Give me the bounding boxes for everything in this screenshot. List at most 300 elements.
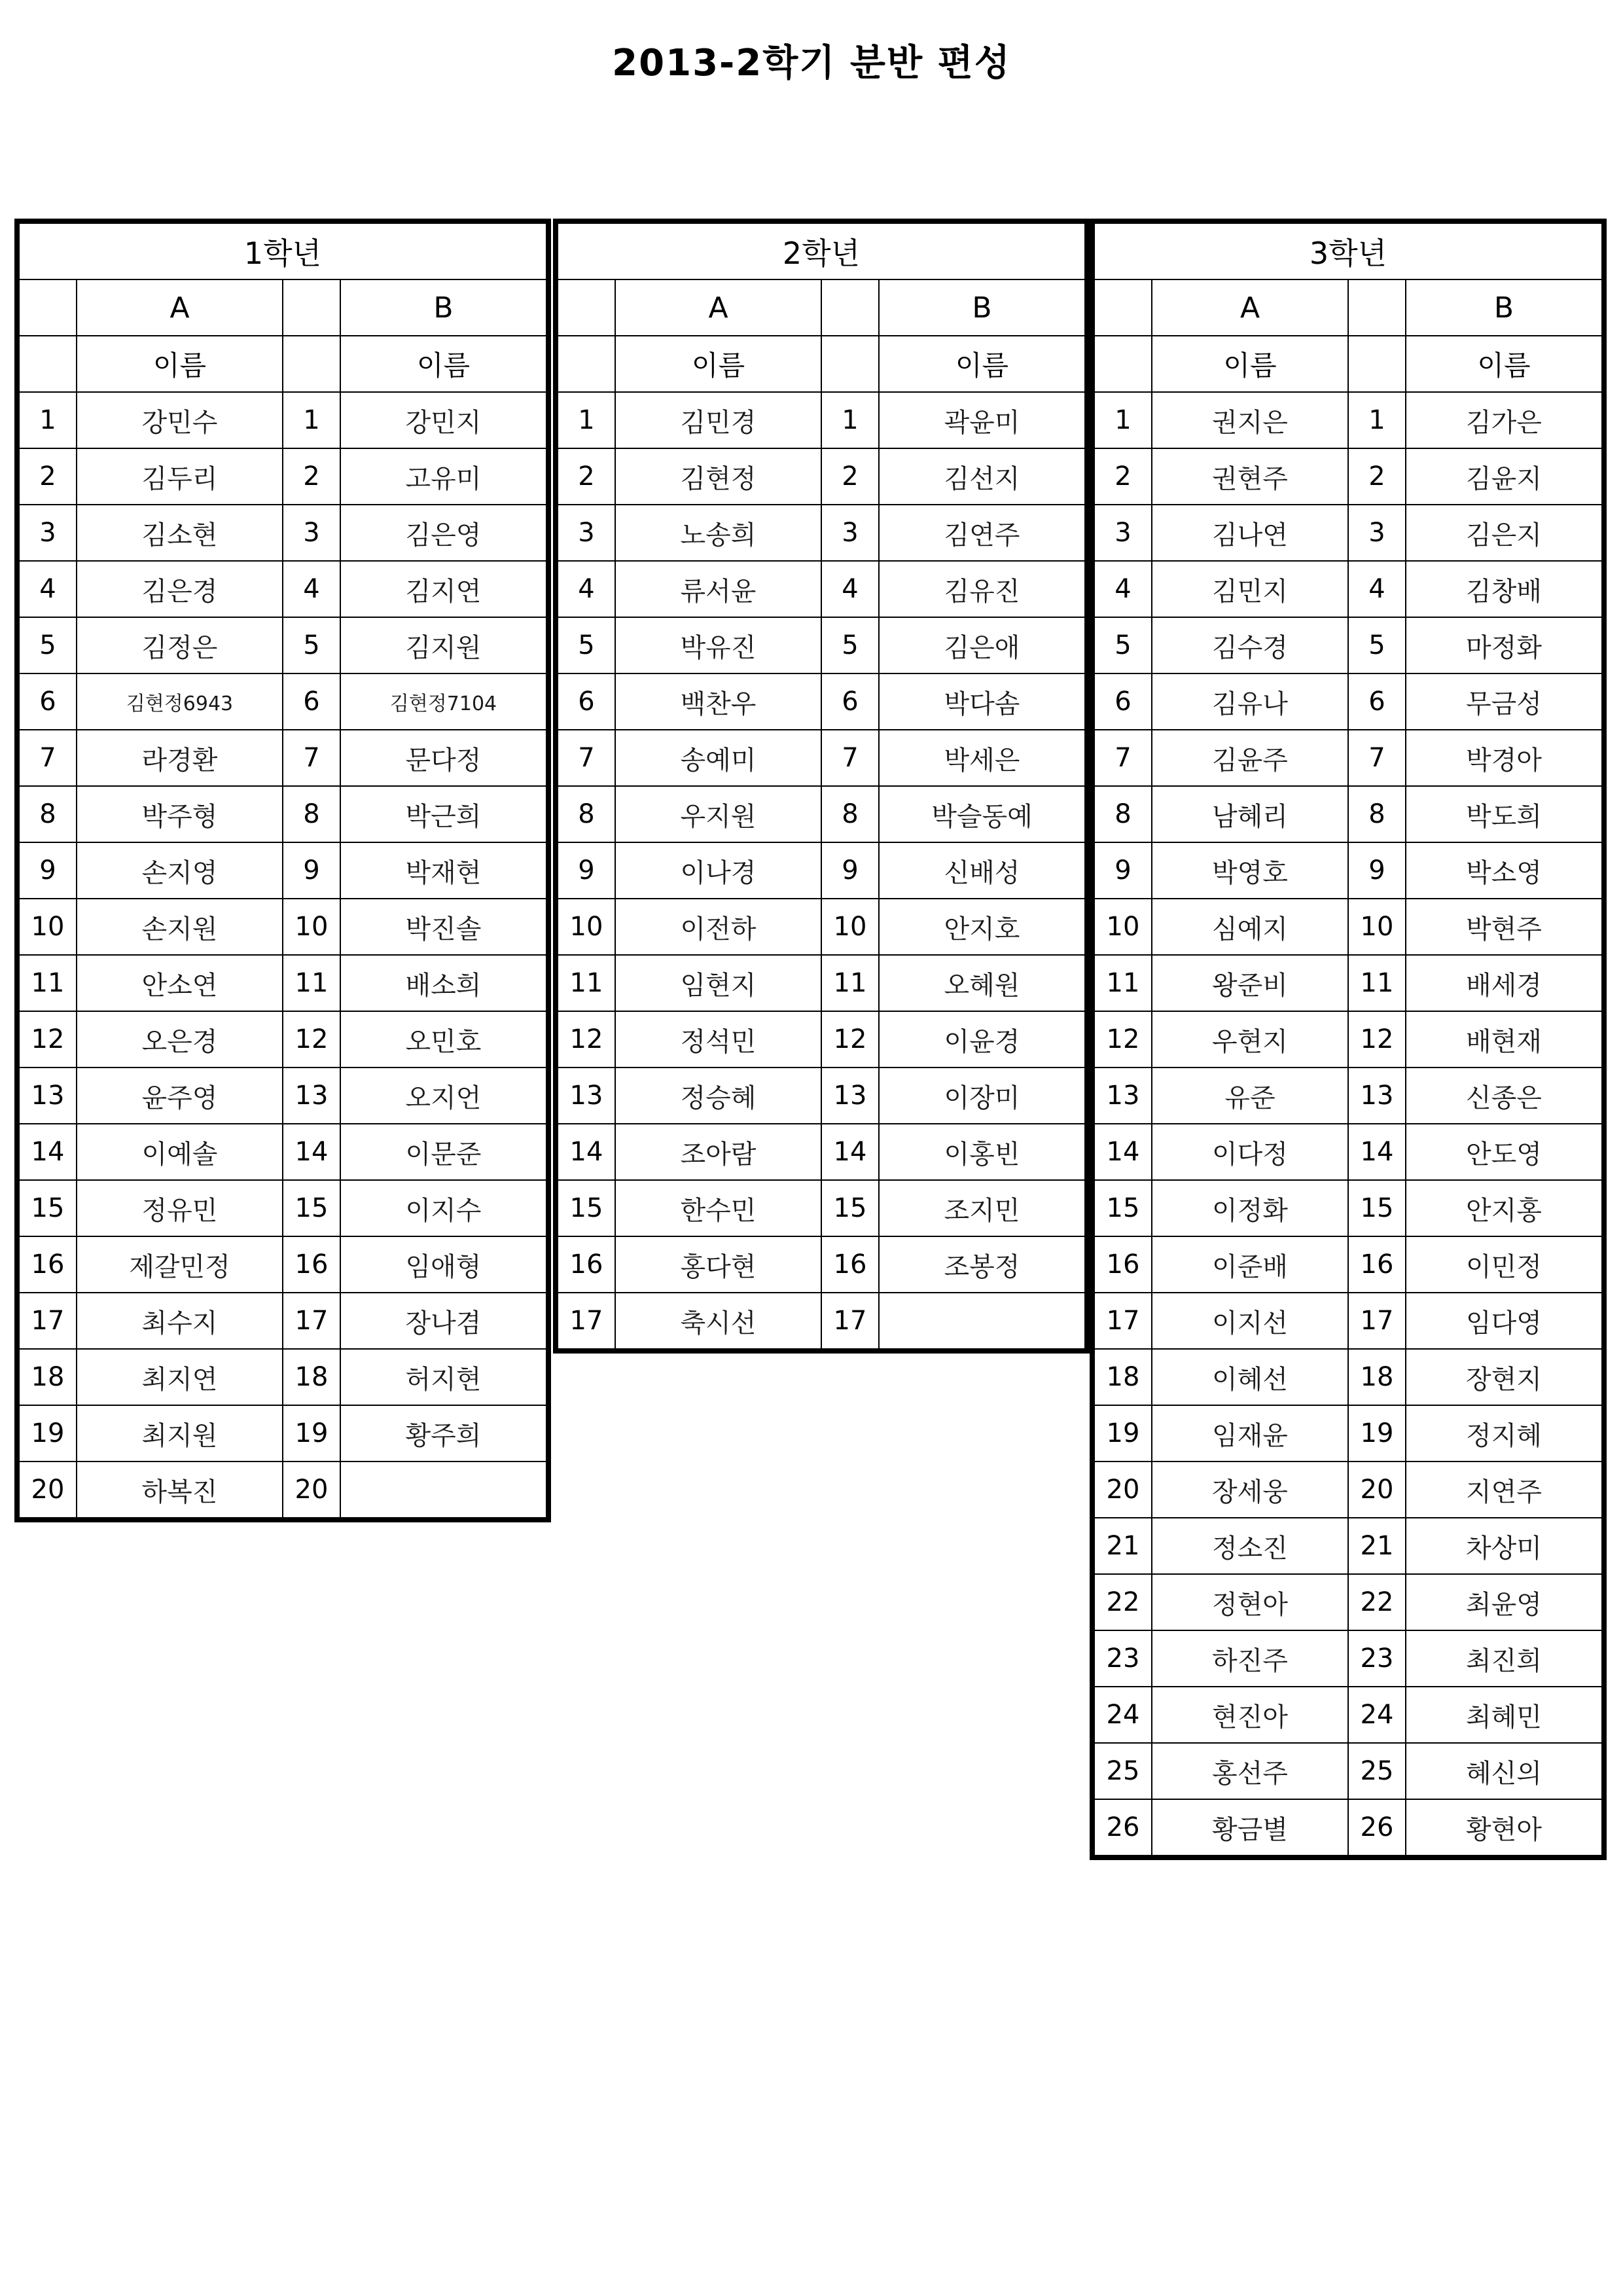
table-row <box>1094 899 1602 955</box>
table-row <box>558 1236 1085 1293</box>
student-name-a: 한수민 <box>615 1180 821 1236</box>
name-label-b: 이름 <box>1406 336 1602 392</box>
class-a-header: A <box>615 279 821 336</box>
row-number-b: 15 <box>1348 1180 1406 1236</box>
row-number-a: 7 <box>1094 730 1152 786</box>
table-row <box>19 392 546 448</box>
corner-cell <box>1348 279 1406 336</box>
student-name-b: 김유진 <box>879 561 1085 617</box>
row-number-b: 1 <box>821 392 879 448</box>
row-number-a: 26 <box>1094 1799 1152 1856</box>
student-name-a: 박유진 <box>615 617 821 673</box>
row-number-a: 18 <box>19 1349 77 1405</box>
table-row <box>19 786 546 842</box>
grade-table-3 <box>1094 223 1603 1856</box>
row-number-a: 10 <box>19 899 77 955</box>
table-row <box>1094 1011 1602 1067</box>
row-number-a: 17 <box>558 1293 615 1349</box>
table-row <box>558 730 1085 786</box>
table-row <box>19 1462 546 1518</box>
column-label-row <box>558 336 1085 392</box>
row-number-b: 9 <box>283 842 340 899</box>
table-row <box>558 1293 1085 1349</box>
row-number-b: 2 <box>821 448 879 505</box>
row-number-a: 11 <box>1094 955 1152 1011</box>
sheet-area <box>0 93 1623 1860</box>
student-name-a: 박주형 <box>77 786 283 842</box>
table-row <box>19 1349 546 1405</box>
row-number-b: 4 <box>283 561 340 617</box>
row-number-b: 1 <box>1348 392 1406 448</box>
student-name-b: 마정화 <box>1406 617 1602 673</box>
row-number-b: 7 <box>283 730 340 786</box>
student-name-a: 김민경 <box>615 392 821 448</box>
row-number-a: 6 <box>19 673 77 730</box>
student-name-a: 임재윤 <box>1152 1405 1348 1462</box>
row-number-a: 13 <box>558 1067 615 1124</box>
row-number-a: 8 <box>558 786 615 842</box>
student-name-b: 박근희 <box>340 786 546 842</box>
row-number-a: 16 <box>19 1236 77 1293</box>
student-name-a: 이준배 <box>1152 1236 1348 1293</box>
student-name-b: 박경아 <box>1406 730 1602 786</box>
student-name-a: 정승혜 <box>615 1067 821 1124</box>
row-number-a: 5 <box>1094 617 1152 673</box>
row-number-a: 8 <box>1094 786 1152 842</box>
student-name-b: 이민정 <box>1406 1236 1602 1293</box>
row-number-a: 2 <box>1094 448 1152 505</box>
table-row <box>19 1236 546 1293</box>
student-name-a: 축시선 <box>615 1293 821 1349</box>
table-row <box>558 955 1085 1011</box>
row-number-a: 14 <box>1094 1124 1152 1180</box>
student-name-b: 배현재 <box>1406 1011 1602 1067</box>
student-name-a: 이지선 <box>1152 1293 1348 1349</box>
student-name-a: 왕준비 <box>1152 955 1348 1011</box>
class-header-row <box>1094 279 1602 336</box>
class-a-header: A <box>77 279 283 336</box>
row-number-a: 9 <box>558 842 615 899</box>
student-name-b: 허지현 <box>340 1349 546 1405</box>
corner-cell <box>821 336 879 392</box>
student-name-a: 남혜리 <box>1152 786 1348 842</box>
row-number-a: 10 <box>1094 899 1152 955</box>
student-name-a: 이혜선 <box>1152 1349 1348 1405</box>
table-row <box>19 1067 546 1124</box>
grade-2-body <box>558 223 1085 1349</box>
student-name-b: 박현주 <box>1406 899 1602 955</box>
table-row <box>1094 1630 1602 1687</box>
grade-block-2 <box>553 219 1090 1354</box>
table-row <box>19 1293 546 1349</box>
student-name-b: 안지호 <box>879 899 1085 955</box>
table-row <box>19 1405 546 1462</box>
row-number-a: 16 <box>558 1236 615 1293</box>
student-name-b: 신배성 <box>879 842 1085 899</box>
student-name-a: 유준 <box>1152 1067 1348 1124</box>
row-number-b: 4 <box>1348 561 1406 617</box>
row-number-a: 4 <box>558 561 615 617</box>
student-name-b: 최혜민 <box>1406 1687 1602 1743</box>
student-name-b: 박슬동예 <box>879 786 1085 842</box>
row-number-b: 18 <box>283 1349 340 1405</box>
student-name-b: 김현정7104 <box>340 673 546 730</box>
row-number-a: 4 <box>19 561 77 617</box>
corner-cell <box>283 336 340 392</box>
row-number-b: 9 <box>1348 842 1406 899</box>
corner-cell <box>19 279 77 336</box>
row-number-a: 6 <box>558 673 615 730</box>
row-number-a: 11 <box>558 955 615 1011</box>
row-number-b: 15 <box>283 1180 340 1236</box>
student-name-b: 오혜원 <box>879 955 1085 1011</box>
row-number-b: 12 <box>1348 1011 1406 1067</box>
student-name-b: 박다솜 <box>879 673 1085 730</box>
table-row <box>1094 392 1602 448</box>
row-number-b: 14 <box>1348 1124 1406 1180</box>
student-name-b: 김창배 <box>1406 561 1602 617</box>
student-name-b: 박세은 <box>879 730 1085 786</box>
class-header-row <box>19 279 546 336</box>
table-row <box>1094 1293 1602 1349</box>
student-name-a: 이정화 <box>1152 1180 1348 1236</box>
table-row <box>558 1124 1085 1180</box>
student-name-b: 최윤영 <box>1406 1574 1602 1630</box>
row-number-b: 10 <box>821 899 879 955</box>
student-name-b: 문다정 <box>340 730 546 786</box>
table-row <box>1094 1743 1602 1799</box>
grade-block-1 <box>14 219 551 1522</box>
table-row <box>1094 1518 1602 1574</box>
row-number-b: 8 <box>821 786 879 842</box>
row-number-a: 15 <box>19 1180 77 1236</box>
name-label-a: 이름 <box>615 336 821 392</box>
page-title: 2013-2학기 분반 편성 <box>612 42 1011 84</box>
table-row <box>1094 505 1602 561</box>
row-number-b: 17 <box>1348 1293 1406 1349</box>
row-number-b: 16 <box>283 1236 340 1293</box>
student-name-b: 김지원 <box>340 617 546 673</box>
row-number-b: 10 <box>283 899 340 955</box>
student-name-a: 김현정 <box>615 448 821 505</box>
class-a-header: A <box>1152 279 1348 336</box>
grade-heading-row <box>558 223 1085 279</box>
student-name-b: 차상미 <box>1406 1518 1602 1574</box>
row-number-b: 5 <box>283 617 340 673</box>
student-name-b: 이문준 <box>340 1124 546 1180</box>
table-row <box>558 1067 1085 1124</box>
table-row <box>19 1124 546 1180</box>
student-name-b: 장현지 <box>1406 1349 1602 1405</box>
table-row <box>1094 1180 1602 1236</box>
student-name-a: 류서윤 <box>615 561 821 617</box>
table-row <box>19 673 546 730</box>
table-row <box>19 1180 546 1236</box>
student-name-b: 김은영 <box>340 505 546 561</box>
row-number-b: 13 <box>283 1067 340 1124</box>
student-name-b <box>879 1293 1085 1349</box>
column-label-row <box>1094 336 1602 392</box>
corner-cell <box>283 279 340 336</box>
student-name-b: 강민지 <box>340 392 546 448</box>
row-number-a: 12 <box>1094 1011 1152 1067</box>
table-row <box>1094 842 1602 899</box>
row-number-b: 7 <box>1348 730 1406 786</box>
table-row <box>19 1011 546 1067</box>
name-label-a: 이름 <box>1152 336 1348 392</box>
class-header-row <box>558 279 1085 336</box>
student-name-b: 지연주 <box>1406 1462 1602 1518</box>
table-row <box>19 617 546 673</box>
row-number-a: 9 <box>19 842 77 899</box>
row-number-b: 5 <box>821 617 879 673</box>
row-number-b: 19 <box>1348 1405 1406 1462</box>
name-label-b: 이름 <box>879 336 1085 392</box>
student-name-a: 이전하 <box>615 899 821 955</box>
student-name-a: 박영호 <box>1152 842 1348 899</box>
student-name-a: 강민수 <box>77 392 283 448</box>
table-row <box>558 1180 1085 1236</box>
student-name-a: 노송희 <box>615 505 821 561</box>
row-number-a: 15 <box>558 1180 615 1236</box>
row-number-a: 7 <box>558 730 615 786</box>
row-number-a: 16 <box>1094 1236 1152 1293</box>
row-number-b: 6 <box>1348 673 1406 730</box>
row-number-a: 1 <box>1094 392 1152 448</box>
student-name-b: 혜신의 <box>1406 1743 1602 1799</box>
row-number-b: 12 <box>821 1011 879 1067</box>
grade-heading: 2학년 <box>558 223 1085 279</box>
row-number-a: 8 <box>19 786 77 842</box>
row-number-b: 10 <box>1348 899 1406 955</box>
student-name-a: 권현주 <box>1152 448 1348 505</box>
table-row <box>558 1011 1085 1067</box>
row-number-b: 17 <box>283 1293 340 1349</box>
student-name-b: 박도희 <box>1406 786 1602 842</box>
row-number-b: 8 <box>1348 786 1406 842</box>
row-number-a: 14 <box>558 1124 615 1180</box>
student-name-a: 홍다현 <box>615 1236 821 1293</box>
student-name-b: 고유미 <box>340 448 546 505</box>
row-number-b: 22 <box>1348 1574 1406 1630</box>
student-name-a: 김유나 <box>1152 673 1348 730</box>
student-name-a: 하진주 <box>1152 1630 1348 1687</box>
student-name-b: 정지혜 <box>1406 1405 1602 1462</box>
table-row <box>1094 1462 1602 1518</box>
row-number-a: 3 <box>19 505 77 561</box>
grade-heading: 1학년 <box>19 223 546 279</box>
student-name-b: 김선지 <box>879 448 1085 505</box>
grade-table-2 <box>557 223 1086 1350</box>
row-number-b: 13 <box>1348 1067 1406 1124</box>
student-name-a: 김두리 <box>77 448 283 505</box>
student-name-a: 권지은 <box>1152 392 1348 448</box>
table-row <box>558 561 1085 617</box>
row-number-b: 14 <box>283 1124 340 1180</box>
row-number-a: 22 <box>1094 1574 1152 1630</box>
student-name-a: 최지연 <box>77 1349 283 1405</box>
table-row <box>558 673 1085 730</box>
corner-cell <box>1094 279 1152 336</box>
class-b-header: B <box>879 279 1085 336</box>
row-number-a: 13 <box>1094 1067 1152 1124</box>
student-name-a: 이예솔 <box>77 1124 283 1180</box>
student-name-b: 오지언 <box>340 1067 546 1124</box>
row-number-b: 19 <box>283 1405 340 1462</box>
row-number-b: 16 <box>1348 1236 1406 1293</box>
row-number-b: 2 <box>1348 448 1406 505</box>
student-name-a: 이다정 <box>1152 1124 1348 1180</box>
table-row <box>1094 448 1602 505</box>
row-number-b: 15 <box>821 1180 879 1236</box>
row-number-a: 10 <box>558 899 615 955</box>
row-number-b: 25 <box>1348 1743 1406 1799</box>
row-number-b: 14 <box>821 1124 879 1180</box>
row-number-a: 2 <box>558 448 615 505</box>
grade-block-3 <box>1090 219 1607 1860</box>
student-name-b: 오민호 <box>340 1011 546 1067</box>
student-name-a: 제갈민정 <box>77 1236 283 1293</box>
table-row <box>1094 1236 1602 1293</box>
row-number-b: 5 <box>1348 617 1406 673</box>
row-number-a: 3 <box>1094 505 1152 561</box>
student-name-b: 배세경 <box>1406 955 1602 1011</box>
student-name-b: 이지수 <box>340 1180 546 1236</box>
row-number-b: 7 <box>821 730 879 786</box>
row-number-a: 20 <box>19 1462 77 1518</box>
student-name-a: 정소진 <box>1152 1518 1348 1574</box>
table-row <box>558 505 1085 561</box>
table-row <box>19 448 546 505</box>
row-number-b: 3 <box>283 505 340 561</box>
student-name-b: 황주희 <box>340 1405 546 1462</box>
row-number-a: 14 <box>19 1124 77 1180</box>
row-number-a: 24 <box>1094 1687 1152 1743</box>
name-label-b: 이름 <box>340 336 546 392</box>
student-name-b: 김은애 <box>879 617 1085 673</box>
class-b-header: B <box>340 279 546 336</box>
student-name-b: 임다영 <box>1406 1293 1602 1349</box>
row-number-a: 12 <box>19 1011 77 1067</box>
row-number-a: 2 <box>19 448 77 505</box>
student-name-b: 최진희 <box>1406 1630 1602 1687</box>
table-row <box>558 786 1085 842</box>
row-number-b: 21 <box>1348 1518 1406 1574</box>
table-row <box>1094 1349 1602 1405</box>
row-number-a: 23 <box>1094 1630 1152 1687</box>
row-number-a: 5 <box>19 617 77 673</box>
row-number-a: 20 <box>1094 1462 1152 1518</box>
student-name-a: 손지원 <box>77 899 283 955</box>
student-name-b: 김지연 <box>340 561 546 617</box>
student-name-a: 정현아 <box>1152 1574 1348 1630</box>
student-name-b: 조봉정 <box>879 1236 1085 1293</box>
student-name-a: 하복진 <box>77 1462 283 1518</box>
row-number-b: 2 <box>283 448 340 505</box>
table-row <box>19 730 546 786</box>
row-number-a: 5 <box>558 617 615 673</box>
grade-table-1 <box>18 223 547 1518</box>
student-name-a: 김은경 <box>77 561 283 617</box>
student-name-a: 라경환 <box>77 730 283 786</box>
student-name-b: 무금성 <box>1406 673 1602 730</box>
row-number-b: 17 <box>821 1293 879 1349</box>
student-name-a: 황금별 <box>1152 1799 1348 1856</box>
student-name-b: 안도영 <box>1406 1124 1602 1180</box>
column-label-row <box>19 336 546 392</box>
row-number-b: 20 <box>1348 1462 1406 1518</box>
student-name-a: 김수경 <box>1152 617 1348 673</box>
student-name-a: 우지원 <box>615 786 821 842</box>
student-name-b: 곽윤미 <box>879 392 1085 448</box>
student-name-a: 윤주영 <box>77 1067 283 1124</box>
student-name-a: 송예미 <box>615 730 821 786</box>
student-name-b: 황현아 <box>1406 1799 1602 1856</box>
grade-heading-row <box>19 223 546 279</box>
student-name-b: 김가은 <box>1406 392 1602 448</box>
student-name-a: 김나연 <box>1152 505 1348 561</box>
table-row <box>19 899 546 955</box>
row-number-b: 6 <box>821 673 879 730</box>
row-number-a: 25 <box>1094 1743 1152 1799</box>
student-name-b: 박소영 <box>1406 842 1602 899</box>
student-name-a: 김윤주 <box>1152 730 1348 786</box>
student-name-a: 홍선주 <box>1152 1743 1348 1799</box>
row-number-b: 20 <box>283 1462 340 1518</box>
student-name-b: 이홍빈 <box>879 1124 1085 1180</box>
student-name-a: 김민지 <box>1152 561 1348 617</box>
row-number-a: 6 <box>1094 673 1152 730</box>
student-name-a: 김정은 <box>77 617 283 673</box>
student-name-a: 조아람 <box>615 1124 821 1180</box>
row-number-b: 3 <box>821 505 879 561</box>
table-row <box>1094 673 1602 730</box>
table-row <box>1094 1687 1602 1743</box>
grade-heading: 3학년 <box>1094 223 1602 279</box>
student-name-a: 정유민 <box>77 1180 283 1236</box>
row-number-a: 19 <box>1094 1405 1152 1462</box>
student-name-b: 임애형 <box>340 1236 546 1293</box>
row-number-b: 12 <box>283 1011 340 1067</box>
row-number-b: 11 <box>1348 955 1406 1011</box>
table-row <box>19 505 546 561</box>
grade-heading-row <box>1094 223 1602 279</box>
student-name-a: 현진아 <box>1152 1687 1348 1743</box>
student-name-a: 임현지 <box>615 955 821 1011</box>
table-row <box>19 561 546 617</box>
student-name-b: 이윤경 <box>879 1011 1085 1067</box>
student-name-b <box>340 1462 546 1518</box>
row-number-a: 18 <box>1094 1349 1152 1405</box>
table-row <box>1094 1067 1602 1124</box>
table-row <box>19 955 546 1011</box>
student-name-b: 신종은 <box>1406 1067 1602 1124</box>
student-name-b: 박재현 <box>340 842 546 899</box>
corner-cell <box>821 279 879 336</box>
row-number-b: 4 <box>821 561 879 617</box>
student-name-b: 김은지 <box>1406 505 1602 561</box>
row-number-b: 1 <box>283 392 340 448</box>
student-name-a: 최지원 <box>77 1405 283 1462</box>
student-name-b: 이장미 <box>879 1067 1085 1124</box>
corner-cell <box>1348 336 1406 392</box>
student-name-a: 정석민 <box>615 1011 821 1067</box>
corner-cell <box>558 336 615 392</box>
student-name-b: 박진솔 <box>340 899 546 955</box>
corner-cell <box>19 336 77 392</box>
table-row <box>558 617 1085 673</box>
student-name-b: 김연주 <box>879 505 1085 561</box>
